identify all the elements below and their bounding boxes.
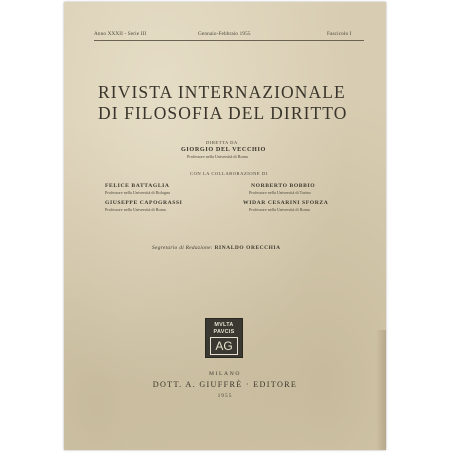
collaboration-label: CON LA COLLABORAZIONE DI [190, 171, 268, 176]
header-rule [94, 40, 364, 41]
journal-cover [64, 2, 386, 450]
directed-by-label: DIRETTA DA [206, 140, 238, 145]
logo-motto-line-1: MVLTA [214, 322, 234, 328]
collaborator-affiliation: Professore nella Università di Roma [249, 207, 310, 212]
collaborator-affiliation: Professore nella Università di Bologna [105, 190, 170, 195]
collaborator-affiliation: Professore nella Università di Torino [249, 190, 311, 195]
journal-title-line-1: RIVISTA INTERNAZIONALE [98, 82, 346, 102]
imprint-city: MILANO [209, 371, 241, 377]
director-affiliation: Professore nella Università di Roma [187, 154, 248, 159]
issue-date: Gennaio-Febbraio 1955 [198, 31, 251, 37]
collaborator-name: WIDAR CESARINI SFORZA [243, 200, 329, 206]
collaborator-name: FELICE BATTAGLIA [105, 183, 170, 189]
director-name: GIORGIO DEL VECCHIO [181, 146, 266, 153]
collaborator-affiliation: Professore nella Università di Roma [105, 207, 166, 212]
logo-monogram: AG [215, 339, 233, 353]
collaborator-name: GIUSEPPE CAPOGRASSI [105, 200, 183, 206]
issue-number: Fascicolo I [327, 31, 352, 37]
imprint-publisher: DOTT. A. GIUFFRÈ · EDITORE [152, 380, 298, 389]
journal-title-line-2: DI FILOSOFIA DEL DIRITTO [98, 103, 348, 123]
editorial-secretary-name: RINALDO ORECCHIA [214, 245, 281, 251]
page-edge-shadow [376, 330, 386, 450]
logo-monogram-frame [210, 337, 238, 355]
logo-motto-line-2: PAVCIS [213, 329, 235, 335]
editorial-secretary-label: Segretario di Redazione: [152, 245, 213, 251]
collaborator-name: NORBERTO BOBBIO [251, 183, 316, 189]
editorial-secretary [152, 245, 281, 251]
imprint-year: 1955 [217, 393, 233, 399]
issue-series: Anno XXXII - Serie III [94, 31, 147, 37]
publisher-logo [205, 318, 243, 358]
